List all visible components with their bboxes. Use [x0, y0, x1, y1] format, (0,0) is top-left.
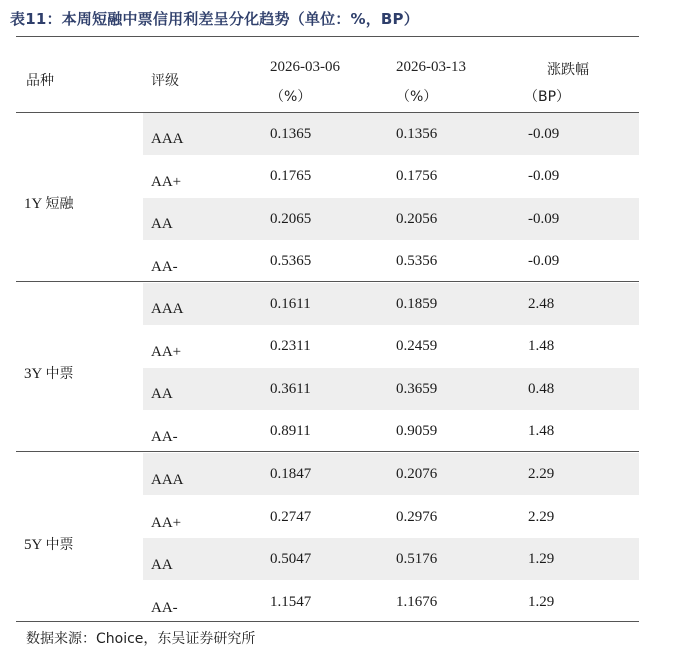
value-cell: 1.1547: [270, 594, 312, 610]
rating-cell: AA-: [151, 600, 178, 616]
rating-cell: AAA: [151, 301, 184, 317]
change-cell: 2.29: [528, 466, 555, 482]
value-cell: 0.1765: [270, 168, 312, 184]
header-date1: 2026-03-06: [270, 59, 340, 75]
value-cell: 0.1859: [396, 296, 438, 312]
header-date2: 2026-03-13: [396, 59, 466, 75]
rating-cell: AA: [151, 216, 173, 232]
change-cell: -0.09: [528, 211, 560, 227]
change-cell: 1.48: [528, 338, 555, 354]
change-cell: 1.29: [528, 551, 555, 567]
header-variety: 品种: [26, 73, 54, 89]
value-cell: 0.1356: [396, 126, 438, 142]
value-cell: 0.5356: [396, 253, 438, 269]
value-cell: 0.5047: [270, 551, 312, 567]
row-band: [143, 368, 639, 410]
value-cell: 0.3659: [396, 381, 438, 397]
value-cell: 0.2076: [396, 466, 438, 482]
table-title: 表11：本周短融中票信用利差呈分化趋势（单位：%，BP）: [10, 10, 419, 28]
rating-cell: AA+: [151, 174, 182, 190]
change-cell: -0.09: [528, 168, 560, 184]
value-cell: 1.1676: [396, 594, 438, 610]
value-cell: 0.1611: [270, 296, 311, 312]
value-cell: 0.2976: [396, 509, 438, 525]
value-cell: 0.9059: [396, 423, 438, 439]
change-cell: 2.29: [528, 509, 555, 525]
bottom-rule: [16, 621, 639, 622]
change-cell: 1.48: [528, 423, 555, 439]
value-cell: 0.5176: [396, 551, 438, 567]
value-cell: 0.8911: [270, 423, 311, 439]
group-label-5y: 5Y 中票: [24, 537, 74, 553]
top-rule: [16, 36, 639, 37]
header-date1-unit: （%）: [270, 89, 312, 105]
row-band: [143, 198, 639, 240]
rating-cell: AA+: [151, 344, 182, 360]
rating-cell: AA-: [151, 259, 178, 275]
value-cell: 0.2065: [270, 211, 312, 227]
rating-cell: AA-: [151, 429, 178, 445]
change-cell: 2.48: [528, 296, 555, 312]
row-band: [143, 538, 639, 580]
rating-cell: AAA: [151, 472, 184, 488]
header-change-unit: （BP）: [524, 89, 571, 105]
value-cell: 0.2459: [396, 338, 438, 354]
group-label-1y: 1Y 短融: [24, 196, 74, 212]
value-cell: 0.1756: [396, 168, 438, 184]
value-cell: 0.1365: [270, 126, 312, 142]
value-cell: 0.2311: [270, 338, 311, 354]
rating-cell: AA: [151, 557, 173, 573]
value-cell: 0.5365: [270, 253, 312, 269]
header-change: 涨跌幅: [547, 62, 589, 78]
rating-cell: AA+: [151, 515, 182, 531]
rating-cell: AA: [151, 386, 173, 402]
header-date2-unit: （%）: [396, 89, 438, 105]
value-cell: 0.3611: [270, 381, 311, 397]
group-rule: [16, 281, 639, 282]
row-band: [143, 453, 639, 495]
rating-cell: AAA: [151, 131, 184, 147]
header-rating: 评级: [151, 73, 179, 89]
change-cell: 1.29: [528, 594, 555, 610]
row-band: [143, 283, 639, 325]
change-cell: -0.09: [528, 126, 560, 142]
value-cell: 0.2747: [270, 509, 312, 525]
value-cell: 0.1847: [270, 466, 312, 482]
group-rule: [16, 451, 639, 452]
change-cell: -0.09: [528, 253, 560, 269]
source-note: 数据来源：Choice，东吴证券研究所: [26, 631, 256, 647]
change-cell: 0.48: [528, 381, 555, 397]
value-cell: 0.2056: [396, 211, 438, 227]
row-band: [143, 113, 639, 155]
group-label-3y: 3Y 中票: [24, 366, 74, 382]
